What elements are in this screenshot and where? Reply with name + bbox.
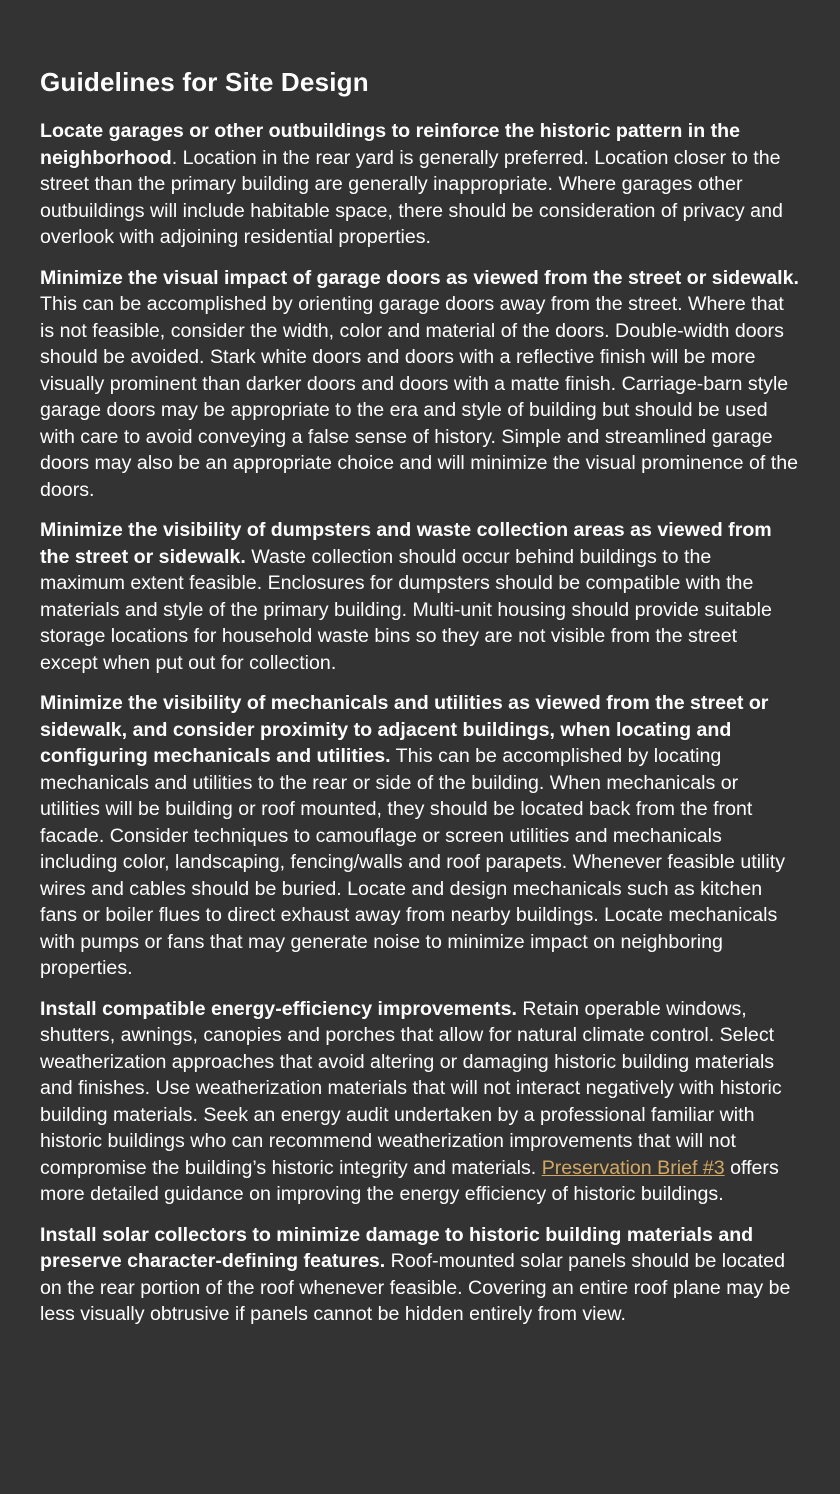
guideline-dumpsters — [40, 517, 800, 676]
guideline-text: Roof-mounted solar panels should be located on the rear portion of the roof whenever feasible. Covering an entire roof plane may be less visually obtrusive if panels cannot be hidden entirely from view. — [40, 1250, 791, 1325]
guideline-heading: Install compatible energy-efficiency improvements. — [40, 997, 517, 1020]
guideline-text-after-link: offers more detailed guidance on improving the energy efficiency of historic buildings. — [40, 1156, 779, 1205]
guideline-heading: Locate garages or other outbuildings to reinforce the historic pattern in the neighborhood — [40, 120, 741, 169]
guideline-heading: Minimize the visibility of dumpsters and waste collection areas as viewed from the street or sidewalk. — [40, 519, 772, 568]
guideline-garages — [40, 118, 800, 251]
guideline-heading: Install solar collectors to minimize damage to historic building materials and preserve character-defining features. — [40, 1223, 754, 1272]
guideline-heading: Minimize the visual impact of garage doors as viewed from the street or sidewalk. — [40, 266, 799, 289]
guideline-text: This can be accomplished by locating mechanicals and utilities to the rear or side of the building. When mechanicals or utilities will be building or roof mounted, they should be located back from the front facade. Consider techniques to camouflage or screen utilities and mechanicals including color, landscaping, fencing/walls and roof parapets. Whenever feasible utility wires and cables should be buried. Locate and design mechanicals such as kitchen fans or boiler flues to direct exhaust away from nearby buildings. Locate mechanicals with pumps or fans that may generate noise to minimize impact on neighboring properties. — [40, 745, 785, 979]
guideline-text: Waste collection should occur behind buildings to the maximum extent feasible. Enclosures for dumpsters should be compatible with the materials and style of the primary building. Multi-unit housing should provide suitable storage locations for household waste bins so they are not visible from the street except when put out for collection. — [40, 545, 772, 674]
guideline-text: This can be accomplished by orienting garage doors away from the street. Where that is not feasible, consider the width, color and material of the doors. Double-width doors should be avoided. Stark white doors and doors with a reflective finish will be more visually prominent than darker doors and doors with a matte finish. Carriage-barn style garage doors may be appropriate to the era and style of building but should be used with care to avoid conveying a false sense of history. Simple and streamlined garage doors may also be an appropriate choice and will minimize the visual prominence of the doors. — [40, 293, 799, 501]
guideline-heading: Minimize the visibility of mechanicals and utilities as viewed from the street or sidewalk, and consider proximity to adjacent buildings, when locating and configuring mechanicals and utilities. — [40, 692, 769, 767]
preservation-brief-link[interactable]: Preservation Brief #3 — [541, 1156, 725, 1179]
page-title: Guidelines for Site Design — [40, 67, 369, 97]
guideline-solar — [40, 1222, 800, 1328]
guideline-mechanicals — [40, 690, 800, 982]
guideline-text: Retain operable windows, shutters, awnings, canopies and porches that allow for natural climate control. Select weatherization approaches that avoid altering or damaging historic building materials and finishes. Use weatherization materials that will not interact negatively with historic building materials. Seek an energy audit undertaken by a professional familiar with historic buildings who can recommend weatherization improvements that will not compromise the building’s historic integrity and materials. — [40, 997, 782, 1179]
guideline-energy-efficiency — [40, 996, 800, 1208]
guideline-garage-doors — [40, 265, 800, 504]
guideline-text: . Location in the rear yard is generally preferred. Location closer to the street than the primary building are generally inappropriate. Where garages other outbuildings will include habitable space, there should be consideration of privacy and overlook with adjoining residential properties. — [40, 146, 783, 248]
